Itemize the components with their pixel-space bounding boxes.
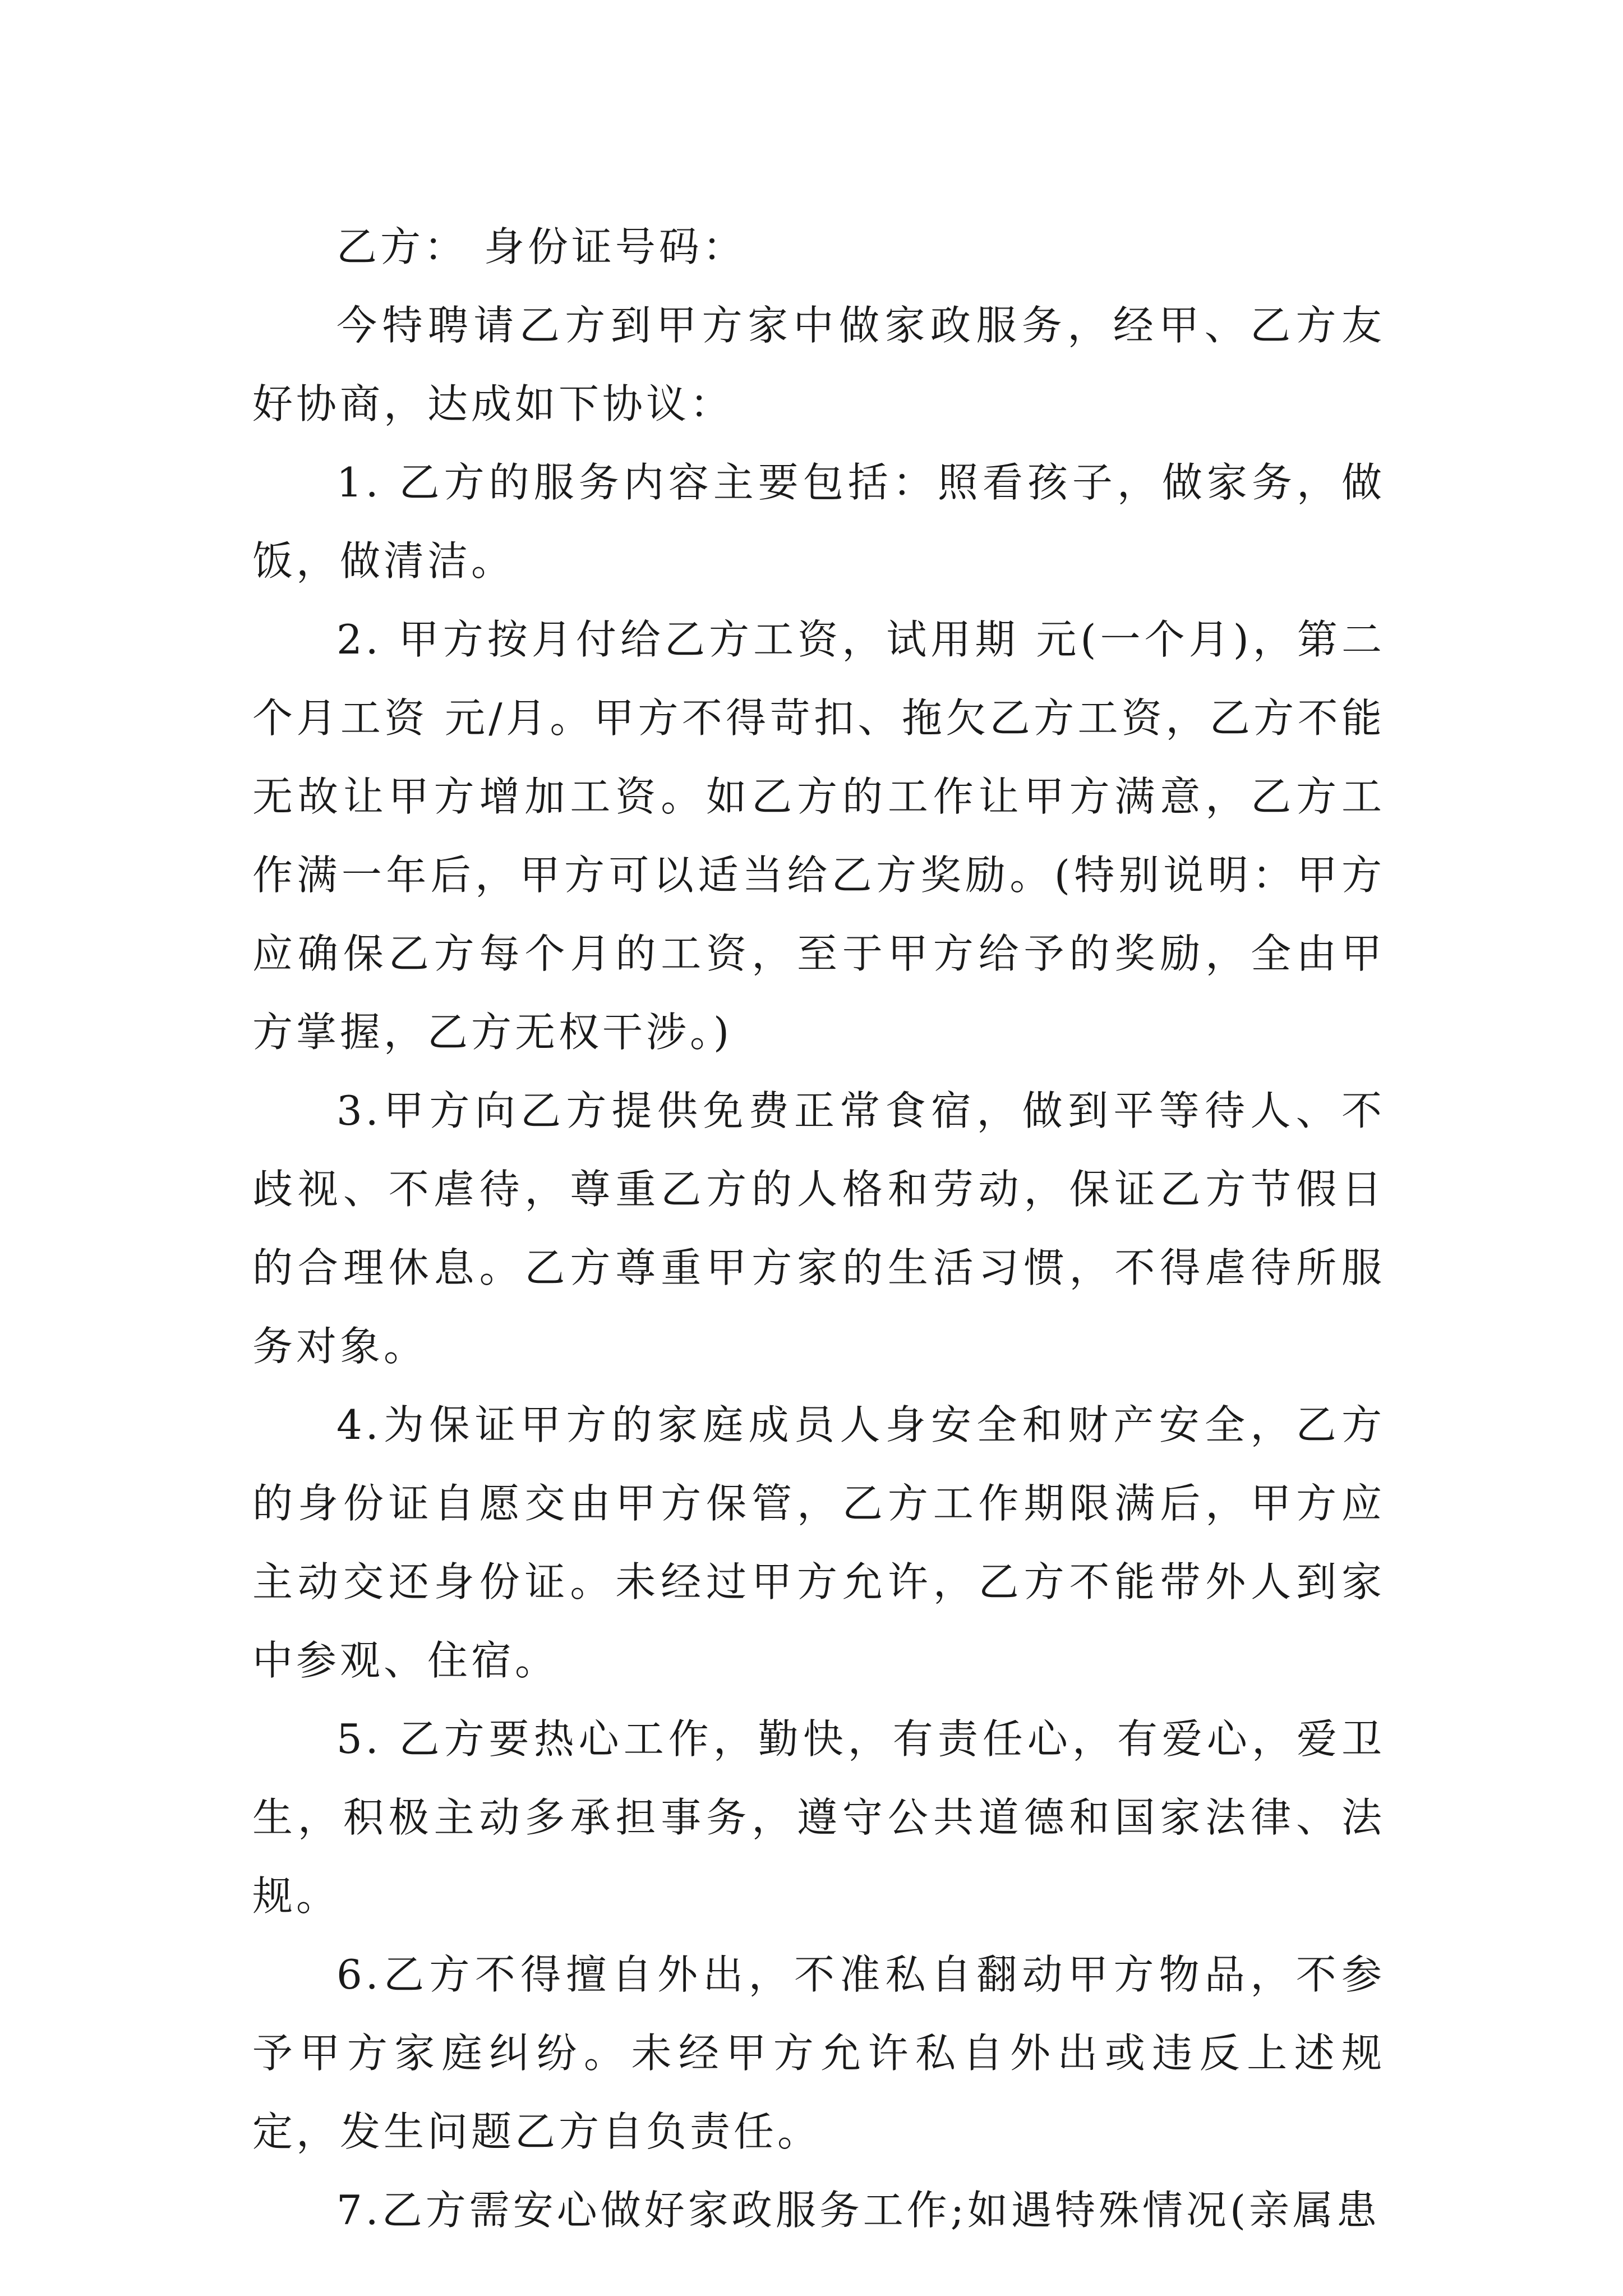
paragraph-clause-1: 1. 乙方的服务内容主要包括：照看孩子，做家务，做饭，做清洁。	[252, 459, 1385, 585]
document-body	[252, 208, 1385, 2249]
paragraph-clause-5: 5. 乙方要热心工作，勤快，有责任心，有爱心，爱卫生，积极主动多承担事务，遵守公共道德和国家法律、法规。	[252, 1715, 1385, 1920]
paragraph-clause-6: 6.乙方不得擅自外出，不准私自翻动甲方物品，不参予甲方家庭纠纷。未经甲方允许私自外出或违反上述规定，发生问题乙方自负责任。	[252, 1951, 1385, 2155]
paragraph-clause-2: 2. 甲方按月付给乙方工资，试用期 元(一个月)，第二个月工资 元/月。甲方不得苛扣、拖欠乙方工资，乙方不能无故让甲方增加工资。如乙方的工作让甲方满意，乙方工作满一年后，甲方可以适当给乙方奖励。(特别说明：甲方应确保乙方每个月的工资，至于甲方给予的奖励，全由甲方掌握，乙方无权干涉。)	[252, 616, 1385, 1056]
paragraph-clause-3: 3.甲方向乙方提供免费正常食宿，做到平等待人、不歧视、不虐待，尊重乙方的人格和劳动，保证乙方节假日的合理休息。乙方尊重甲方家的生活习惯，不得虐待所服务对象。	[252, 1087, 1385, 1370]
paragraph-clause-4: 4.为保证甲方的家庭成员人身安全和财产安全，乙方的身份证自愿交由甲方保管，乙方工作期限满后，甲方应主动交还身份证。未经过甲方允许，乙方不能带外人到家中参观、住宿。	[252, 1401, 1385, 1684]
paragraph-party-b-id: 乙方： 身份证号码：	[336, 223, 746, 270]
paragraph-clause-7: 7.乙方需安心做好家政服务工作;如遇特殊情况(亲属患	[336, 2187, 1381, 2234]
paragraph-intro: 今特聘请乙方到甲方家中做家政服务，经甲、乙方友好协商，达成如下协议：	[252, 302, 1385, 427]
